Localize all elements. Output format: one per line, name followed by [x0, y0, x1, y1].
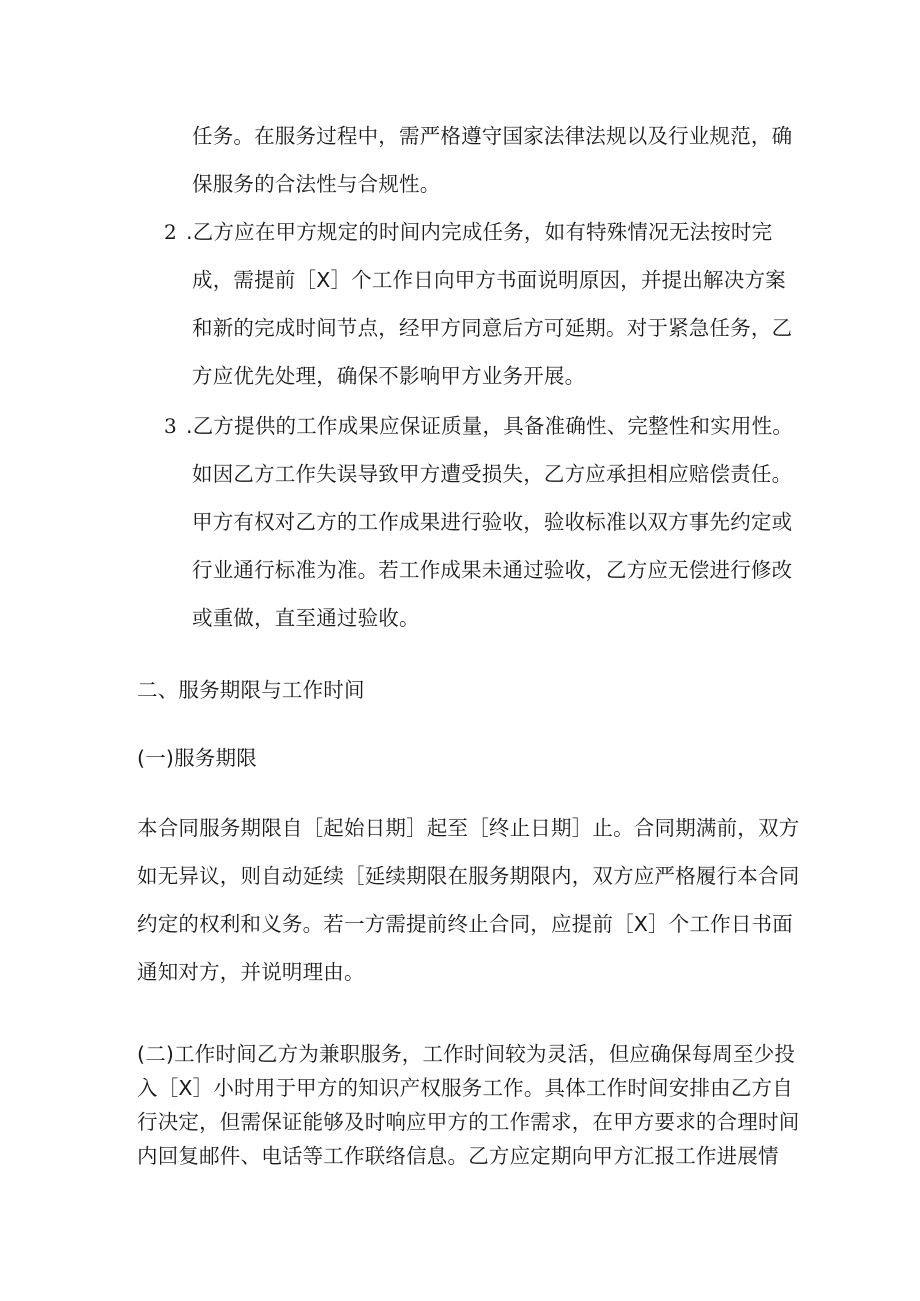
worktime-paragraph-line-1: (二)工作时间乙方为兼职服务，工作时间较为灵活，但应确保每周至少投	[137, 1042, 796, 1066]
term-paragraph-line-3: 约定的权利和义务。若一方需提前终止合同，应提前［X］个工作日书面	[137, 912, 793, 936]
item1-line-2: 保服务的合法性与合规性。	[192, 172, 441, 196]
item2-line-3: 和新的完成时间节点，经甲方同意后方可延期。对于紧急任务，乙	[192, 316, 793, 340]
worktime-paragraph-line-4: 内回复邮件、电话等工作联络信息。乙方应定期向甲方汇报工作进展情	[137, 1144, 779, 1168]
section-heading: 二、服务期限与工作时间	[137, 678, 365, 702]
item2-line-4: 方应优先处理，确保不影响甲方业务开展。	[192, 364, 586, 388]
item2-line-1: .乙方应在甲方规定的时间内完成任务，如有特殊情况无法按时完	[186, 220, 773, 244]
item3-line-3: 甲方有权对乙方的工作成果进行验收，验收标准以双方事先约定或	[192, 510, 793, 534]
item2-number: 2	[164, 220, 177, 244]
subsection-heading-term: (一)服务期限	[137, 746, 257, 770]
item3-line-5: 或重做，直至通过验收。	[192, 606, 420, 630]
term-paragraph-line-1: 本合同服务期限自［起始日期］起至［终止日期］止。合同期满前，双方	[137, 816, 800, 840]
term-paragraph-line-2: 如无异议，则自动延续［延续期限在服务期限内，双方应严格履行本合同	[137, 864, 800, 888]
item3-line-1: .乙方提供的工作成果应保证质量，具备准确性、完整性和实用性。	[186, 414, 794, 438]
worktime-paragraph-line-2: 入［X］小时用于甲方的知识产权服务工作。具体工作时间安排由乙方自	[137, 1076, 793, 1100]
worktime-paragraph-line-3: 行决定，但需保证能够及时响应甲方的工作需求，在甲方要求的合理时间	[137, 1110, 800, 1134]
item2-line-2: 成，需提前［X］个工作日向甲方书面说明原因，并提出解决方案	[192, 268, 786, 292]
item3-number: 3	[164, 414, 177, 438]
term-paragraph-line-4: 通知对方，并说明理由。	[137, 960, 365, 984]
item1-line-1: 任务。在服务过程中，需严格遵守国家法律法规以及行业规范，确	[192, 124, 793, 148]
item3-line-4: 行业通行标准为准。若工作成果未通过验收，乙方应无偿进行修改	[192, 558, 793, 582]
item3-line-2: 如因乙方工作失误导致甲方遭受损失，乙方应承担相应赔偿责任。	[192, 462, 793, 486]
